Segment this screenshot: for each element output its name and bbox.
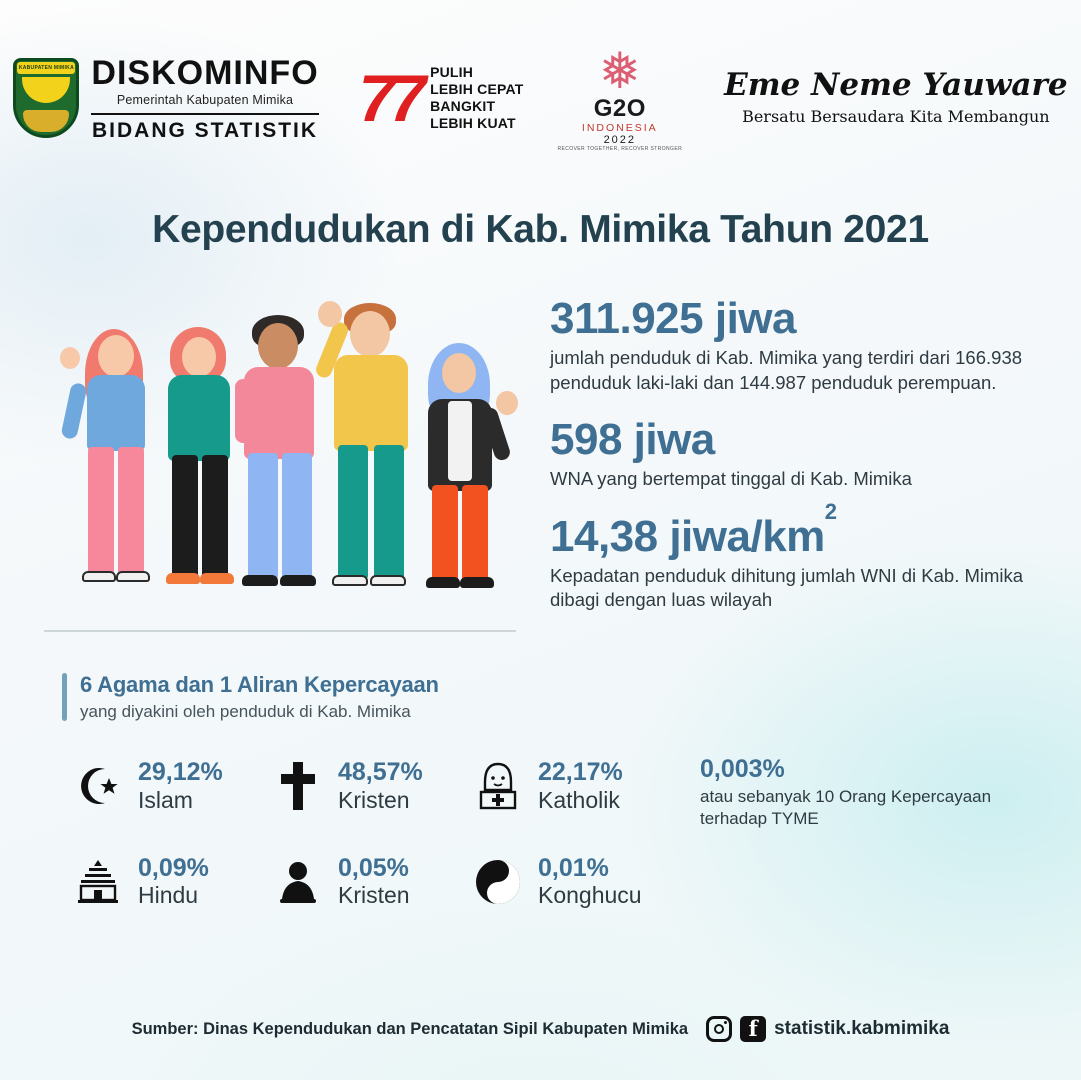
religion-item-islam [70, 756, 270, 816]
hut-line-3: BANGKIT [430, 98, 496, 114]
religion-note: atau sebanyak 10 Orang Kepercayaan terhadap TYME [700, 786, 992, 828]
statistics-panel [550, 296, 1050, 635]
people-illustration [30, 295, 530, 640]
cross-icon [270, 756, 326, 816]
diskominfo-brand [13, 53, 319, 142]
stat-value: 598 jiwa [550, 415, 715, 464]
religion-label: Hindu [138, 882, 199, 909]
stat-value [550, 498, 1050, 561]
religion-percent: 0,09% [138, 853, 209, 882]
stat-description: WNA yang bertempat tinggal di Kab. Mimika [550, 468, 912, 490]
religion-row [70, 756, 1020, 830]
crest-label: KABUPATEN MIMIKA [17, 62, 75, 74]
hut-line-4: LEBIH KUAT [430, 115, 516, 132]
g20-title: G2O [593, 94, 646, 122]
g20-logo [557, 42, 683, 152]
poster-footer [0, 1016, 1081, 1042]
g20-tagline: RECOVER TOGETHER, RECOVER STRONGER [557, 145, 683, 152]
batik-ornament-icon: ❅ [598, 42, 641, 99]
nun-icon [470, 756, 526, 816]
religion-percent: 22,17% [538, 758, 623, 787]
hut-number: 77 [358, 60, 421, 135]
religion-label: Kristen [338, 786, 410, 813]
hut-slogan [430, 64, 523, 132]
religion-item-konghucu [470, 852, 730, 912]
instagram-icon[interactable] [706, 1016, 732, 1042]
g20-country: INDONESIA [581, 121, 658, 134]
g20-year: 2022 [603, 133, 637, 146]
religion-percent: 29,12% [138, 758, 223, 787]
buddha-icon [270, 852, 326, 912]
stat-population-density [550, 498, 1050, 613]
page-title: Kependudukan di Kab. Mimika Tahun 2021 [152, 208, 929, 251]
religion-heading: 6 Agama dan 1 Aliran Kepercayaan [80, 672, 439, 697]
brand-subtitle: Pemerintah Kabupaten Mimika [116, 92, 294, 107]
crescent-star-icon [70, 756, 126, 816]
stat-value: 311.925 jiwa [550, 294, 796, 343]
religion-row [70, 852, 1020, 912]
brand-text [91, 53, 319, 142]
facebook-icon[interactable]: f [740, 1016, 766, 1042]
poster-header [0, 38, 1081, 158]
religion-item-buddha [270, 852, 470, 912]
hut-line-2: LEBIH CEPAT [430, 80, 524, 97]
brand-division: BIDANG STATISTIK [92, 118, 319, 142]
religion-label: Katholik [538, 786, 620, 813]
motto-title: Eme Neme Yauware [724, 67, 1068, 103]
religion-label: Kristen [338, 882, 410, 909]
mimika-crest-icon [13, 58, 79, 138]
religion-heading-block [80, 672, 640, 722]
social-block[interactable] [706, 1016, 949, 1042]
source-text: Sumber: Dinas Kependudukan dan Pencatatan Sipil Kabupaten Mimika [131, 1019, 689, 1038]
religion-label: Islam [138, 786, 193, 813]
religion-item-hindu [70, 852, 270, 912]
religion-item-kepercayaan [700, 756, 1000, 830]
stat-description: jumlah penduduk di Kab. Mimika yang terdiri dari 166.938 penduduk laki-laki dan 144.987 penduduk perempuan. [550, 347, 1023, 393]
ground-line [44, 630, 516, 632]
stat-description: Kepadatan penduduk dihitung jumlah WNI di Kab. Mimika dibagi dengan luas wilayah [550, 564, 1024, 611]
religion-accent-bar [62, 673, 67, 721]
stat-value-exponent: 2 [824, 498, 837, 524]
stat-value-text: 14,38 jiwa/km [550, 511, 825, 561]
religion-item-katholik [470, 756, 680, 816]
motto-block [724, 67, 1068, 126]
stat-foreign-citizens [550, 417, 1050, 492]
religion-label: Konghucu [538, 882, 642, 909]
religion-percent: 0,003% [700, 755, 785, 783]
brand-title: DISKOMINFO [91, 53, 319, 92]
yinyang-icon [470, 852, 526, 912]
social-handle[interactable]: statistik.kabmimika [774, 1018, 950, 1039]
motto-subtitle: Bersatu Bersaudara Kita Membangun [742, 107, 1050, 126]
religion-percent: 0,01% [538, 853, 609, 882]
religion-item-kristen [270, 756, 470, 816]
religion-percent: 48,57% [338, 758, 423, 787]
pura-icon [70, 852, 126, 912]
brand-divider [91, 113, 318, 115]
religion-percent: 0,05% [338, 853, 409, 882]
stat-total-population [550, 296, 1050, 395]
religion-grid [70, 756, 1020, 912]
hut-line-1: PULIH [430, 63, 474, 80]
hut-ri-77-logo [358, 60, 524, 135]
religion-subheading: yang diyakini oleh penduduk di Kab. Mimika [80, 702, 411, 721]
